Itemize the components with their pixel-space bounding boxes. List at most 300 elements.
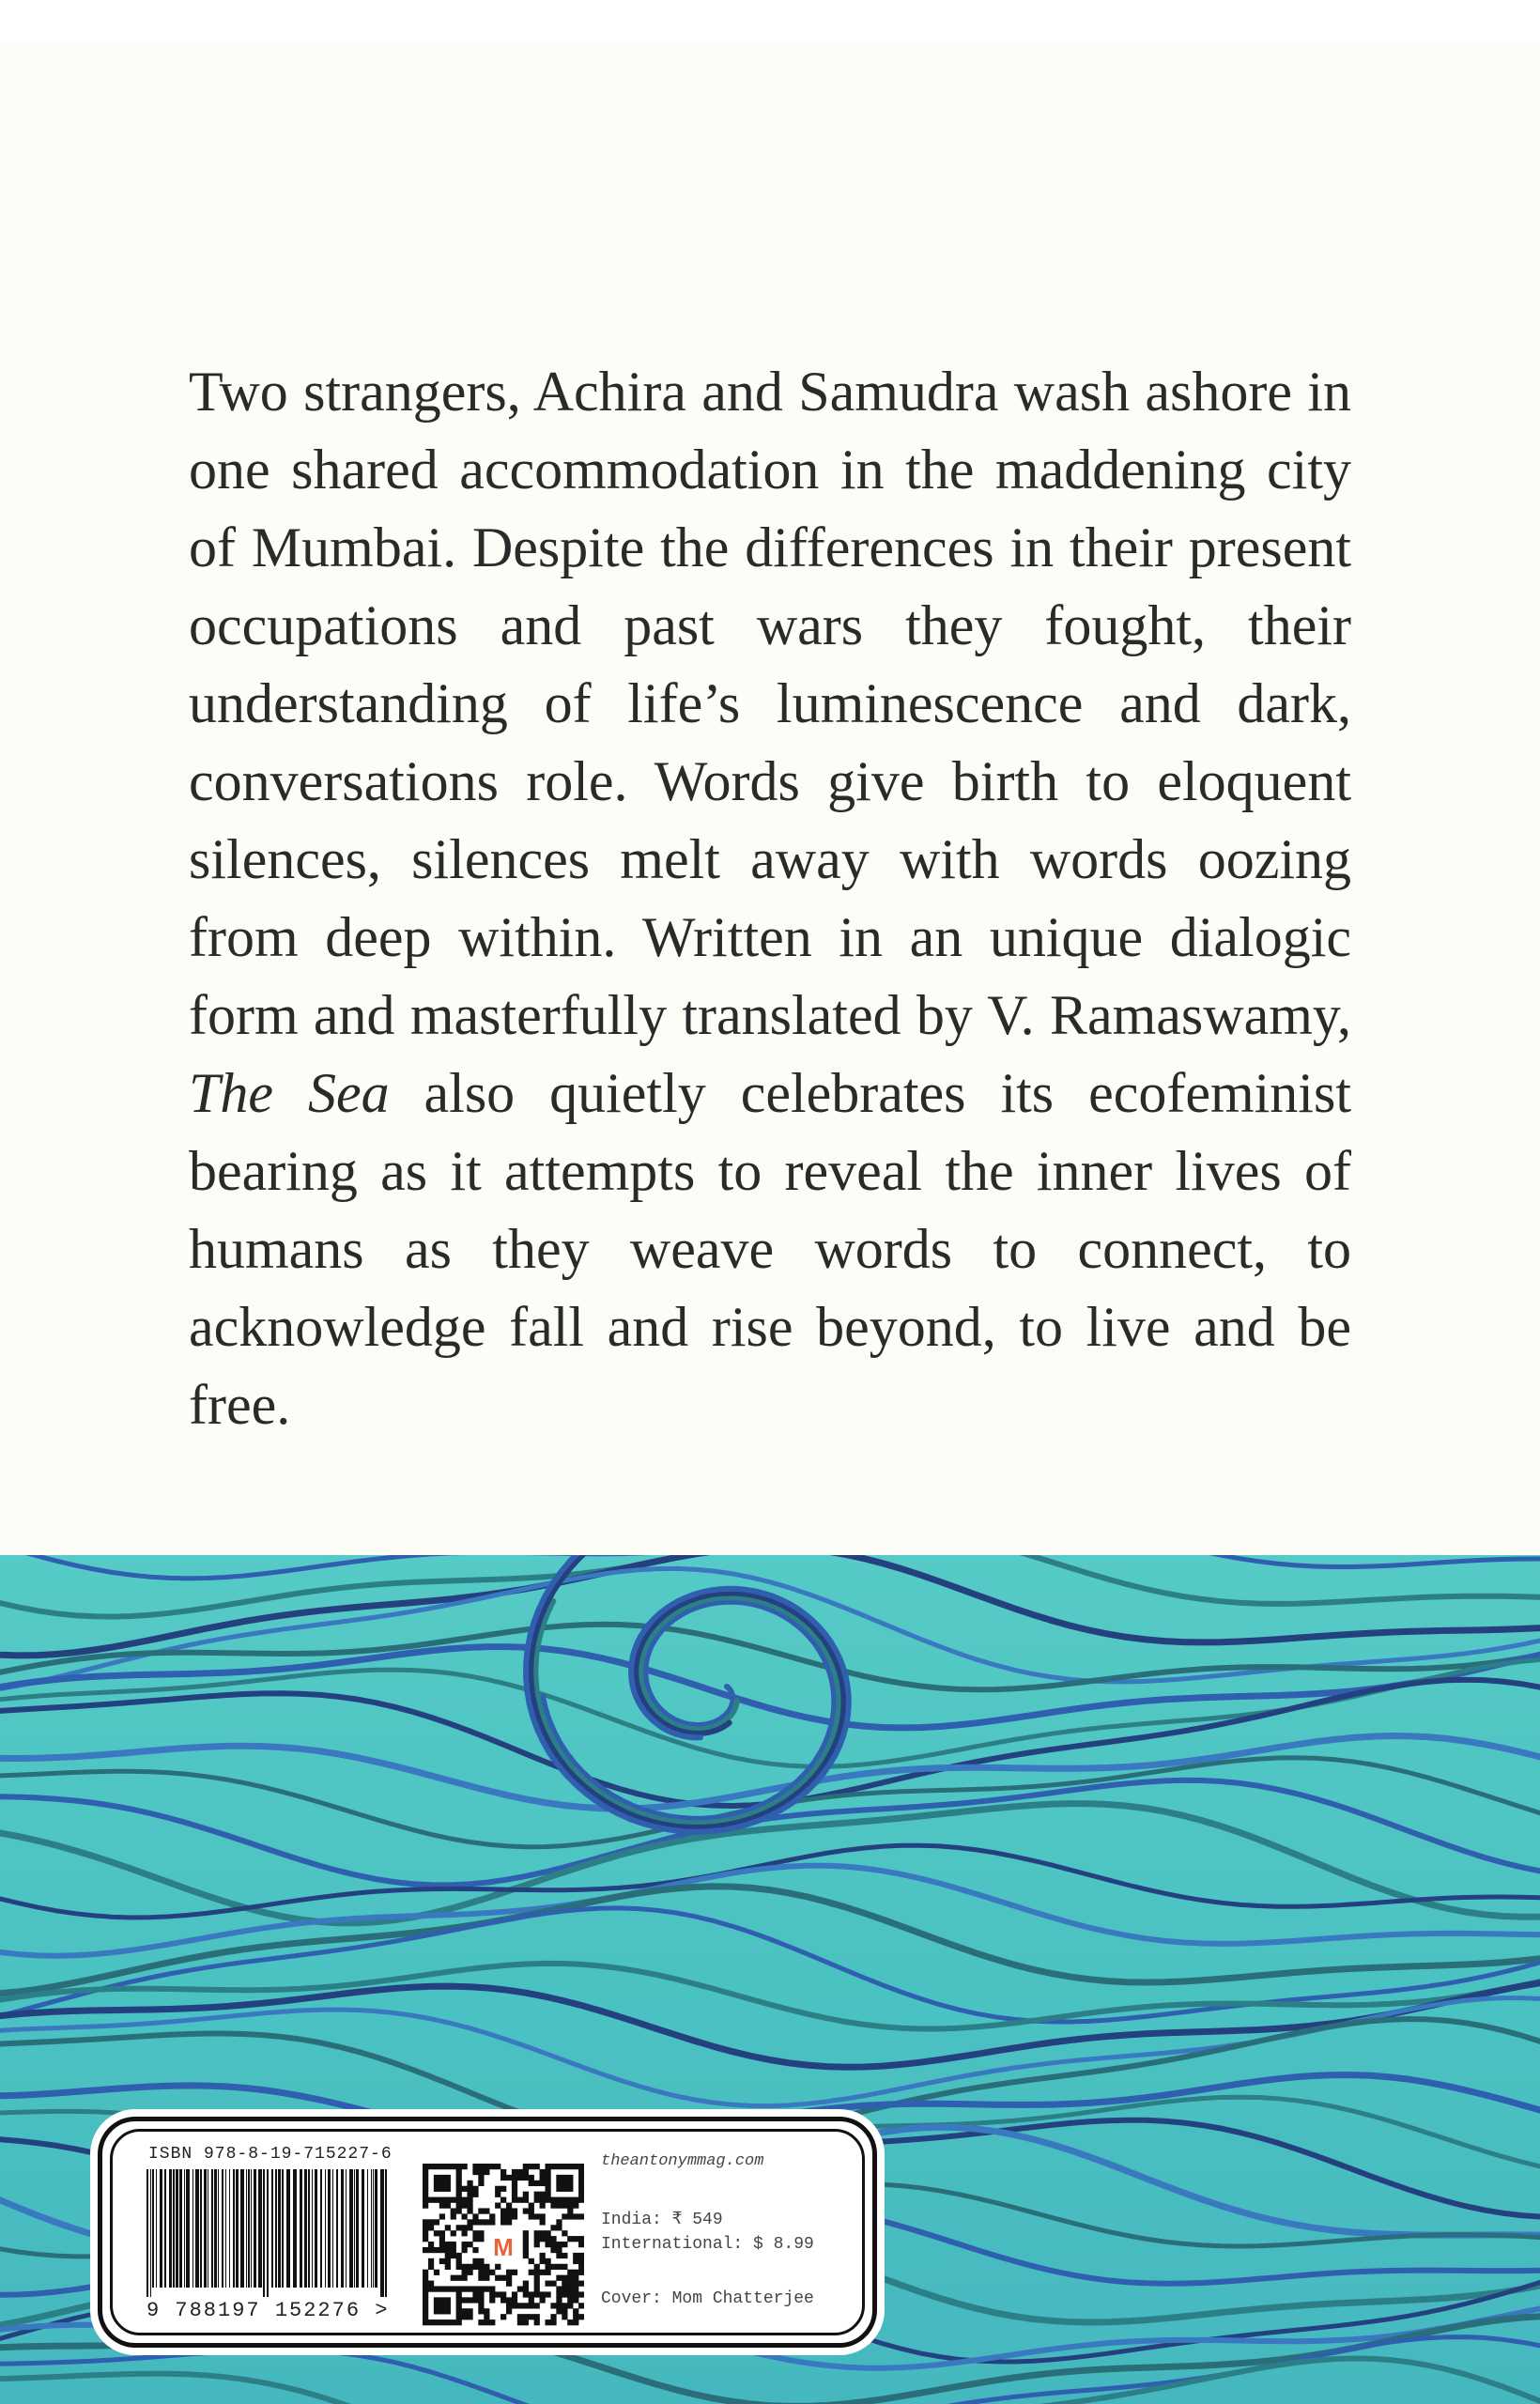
qr-module	[423, 2291, 428, 2297]
qr-module	[567, 2213, 573, 2219]
qr-module	[500, 2169, 506, 2175]
qr-module	[434, 2308, 439, 2314]
qr-module	[556, 2247, 562, 2253]
qr-module	[506, 2281, 512, 2287]
qr-module	[451, 2319, 456, 2325]
qr-module	[478, 2175, 484, 2181]
qr-module	[439, 2236, 445, 2242]
qr-module	[562, 2175, 567, 2181]
barcode-bar	[236, 2169, 239, 2288]
barcode-bar	[176, 2169, 178, 2288]
qr-module	[462, 2197, 468, 2203]
qr-module	[550, 2303, 556, 2308]
qr-module	[467, 2286, 472, 2291]
qr-module	[550, 2225, 556, 2230]
qr-module	[467, 2208, 472, 2213]
qr-module	[439, 2286, 445, 2291]
qr-module	[484, 2219, 489, 2225]
qr-module	[556, 2175, 562, 2181]
qr-module	[556, 2303, 562, 2308]
qr-module	[472, 2230, 478, 2236]
barcode-bar	[328, 2169, 331, 2288]
qr-module	[484, 2314, 489, 2319]
barcode-bar	[184, 2169, 185, 2288]
barcode-bar	[312, 2169, 313, 2288]
qr-module	[456, 2186, 462, 2192]
qr-module	[445, 2258, 451, 2264]
qr-module	[456, 2291, 462, 2297]
qr-module	[578, 2197, 584, 2203]
qr-module	[578, 2164, 584, 2169]
qr-module	[523, 2242, 529, 2247]
qr-module	[445, 2247, 451, 2253]
qr-module	[462, 2286, 468, 2291]
qr-module	[556, 2253, 562, 2258]
qr-module	[439, 2242, 445, 2247]
barcode-bar	[246, 2169, 247, 2288]
qr-module	[423, 2164, 428, 2169]
qr-module	[556, 2164, 562, 2169]
barcode-bar	[320, 2169, 322, 2288]
qr-module	[529, 2181, 534, 2186]
qr-module	[550, 2197, 556, 2203]
barcode-bar	[315, 2169, 317, 2288]
qr-module	[439, 2303, 445, 2308]
qr-module	[540, 2230, 546, 2236]
qr-module	[578, 2270, 584, 2275]
qr-module	[534, 2264, 540, 2270]
qr-module	[423, 2314, 428, 2319]
qr-module	[445, 2253, 451, 2258]
qr-module	[550, 2247, 556, 2253]
qr-module	[512, 2213, 517, 2219]
qr-module	[550, 2236, 556, 2242]
qr-module	[472, 2192, 478, 2197]
qr-module	[439, 2164, 445, 2169]
qr-module	[540, 2213, 546, 2219]
barcode-bar	[362, 2169, 364, 2288]
qr-module	[540, 2175, 546, 2181]
qr-module	[478, 2208, 484, 2213]
qr-module	[550, 2314, 556, 2319]
qr-module	[556, 2203, 562, 2209]
qr-module	[540, 2219, 546, 2225]
qr-module	[495, 2275, 500, 2281]
qr-module	[578, 2213, 584, 2219]
qr-module	[423, 2230, 428, 2236]
qr-module	[523, 2247, 529, 2253]
qr-module	[506, 2175, 512, 2181]
qr-module	[472, 2219, 478, 2225]
qr-module	[517, 2169, 523, 2175]
barcode-bar	[192, 2169, 193, 2288]
qr-module	[573, 2281, 578, 2287]
barcode-bar	[341, 2169, 344, 2288]
qr-module	[545, 2264, 550, 2270]
qr-module	[451, 2208, 456, 2213]
qr-module	[462, 2314, 468, 2319]
qr-module	[462, 2230, 468, 2236]
qr-module	[556, 2181, 562, 2186]
qr-module	[540, 2197, 546, 2203]
qr-module	[462, 2264, 468, 2270]
qr-module	[478, 2303, 484, 2308]
barcode-bar	[282, 2169, 284, 2288]
qr-module	[500, 2291, 506, 2297]
barcode-bar	[173, 2169, 175, 2288]
qr-module	[512, 2186, 517, 2192]
qr-module	[556, 2242, 562, 2247]
qr-module	[529, 2164, 534, 2169]
qr-module	[567, 2303, 573, 2308]
qr-module	[456, 2208, 462, 2213]
barcode-bar	[300, 2169, 302, 2288]
qr-module	[567, 2236, 573, 2242]
qr-module	[495, 2192, 500, 2197]
qr-module	[573, 2197, 578, 2203]
qr-module	[462, 2203, 468, 2209]
qr-module	[512, 2291, 517, 2297]
barcode-bar	[371, 2169, 372, 2288]
qr-module	[573, 2319, 578, 2325]
qr-module	[540, 2297, 546, 2303]
qr-module	[434, 2247, 439, 2253]
qr-module	[434, 2219, 439, 2225]
qr-module	[478, 2258, 484, 2264]
qr-module	[573, 2213, 578, 2219]
qr-module	[500, 2186, 506, 2192]
barcode-bar	[251, 2169, 252, 2288]
qr-module	[484, 2308, 489, 2314]
qr-module	[451, 2164, 456, 2169]
qr-module	[523, 2192, 529, 2197]
qr-module	[451, 2275, 456, 2281]
barcode-bar	[271, 2169, 273, 2288]
qr-module	[545, 2319, 550, 2325]
qr-module	[534, 2236, 540, 2242]
qr-module	[506, 2303, 512, 2308]
qr-module	[529, 2314, 534, 2319]
qr-module	[523, 2208, 529, 2213]
qr-module	[495, 2164, 500, 2169]
qr-module	[500, 2175, 506, 2181]
qr-module	[573, 2286, 578, 2291]
qr-module	[529, 2213, 534, 2219]
barcode-bar	[200, 2169, 202, 2288]
qr-module	[578, 2264, 584, 2270]
qr-module	[573, 2308, 578, 2314]
qr-module	[545, 2230, 550, 2236]
qr-module	[445, 2225, 451, 2230]
barcode-bar	[240, 2169, 244, 2288]
qr-module	[523, 2236, 529, 2242]
qr-module	[439, 2213, 445, 2219]
qr-module	[529, 2303, 534, 2308]
qr-module	[445, 2264, 451, 2270]
qr-module	[562, 2230, 567, 2236]
qr-module	[462, 2270, 468, 2275]
qr-logo: M	[493, 2233, 514, 2261]
isbn-text: ISBN 978-8-19-715227-6	[148, 2145, 393, 2164]
barcode-bar	[336, 2169, 338, 2288]
qr-module	[456, 2275, 462, 2281]
barcode-bar	[304, 2169, 307, 2288]
qr-module	[562, 2181, 567, 2186]
qr-module	[423, 2225, 428, 2230]
qr-module	[423, 2247, 428, 2253]
barcode-bar	[373, 2169, 374, 2288]
qr-module	[456, 2297, 462, 2303]
qr-module	[428, 2225, 434, 2230]
qr-module	[445, 2242, 451, 2247]
qr-module	[484, 2169, 489, 2175]
qr-module	[545, 2236, 550, 2242]
barcode-bar	[263, 2169, 265, 2297]
barcode-bar	[367, 2169, 368, 2288]
qr-module	[478, 2319, 484, 2325]
qr-module	[534, 2181, 540, 2186]
qr-module	[445, 2286, 451, 2291]
qr-module	[573, 2258, 578, 2264]
qr-module	[556, 2225, 562, 2230]
qr-module	[567, 2164, 573, 2169]
qr-module	[439, 2186, 445, 2192]
qr-module	[445, 2164, 451, 2169]
qr-module	[423, 2203, 428, 2209]
qr-module	[428, 2258, 434, 2264]
barcode-bar	[332, 2169, 333, 2288]
barcode-bar	[356, 2169, 359, 2288]
qr-module	[567, 2297, 573, 2303]
qr-module	[467, 2186, 472, 2192]
qr-module	[534, 2230, 540, 2236]
qr-module	[562, 2253, 567, 2258]
qr-module	[456, 2169, 462, 2175]
qr-module	[567, 2281, 573, 2287]
qr-module	[451, 2197, 456, 2203]
qr-module	[517, 2314, 523, 2319]
qr-module	[550, 2164, 556, 2169]
qr-module	[550, 2242, 556, 2247]
qr-module	[423, 2286, 428, 2291]
qr-module	[445, 2181, 451, 2186]
barcode-image	[146, 2169, 389, 2297]
qr-module	[517, 2319, 523, 2325]
qr-module	[578, 2236, 584, 2242]
qr-module	[562, 2281, 567, 2287]
qr-module	[567, 2181, 573, 2186]
barcode-bar	[229, 2169, 230, 2288]
qr-module	[489, 2164, 495, 2169]
qr-code	[423, 2152, 584, 2336]
qr-module	[489, 2291, 495, 2297]
qr-module	[423, 2219, 428, 2225]
qr-module	[578, 2181, 584, 2186]
qr-module	[534, 2164, 540, 2169]
qr-module	[573, 2275, 578, 2281]
qr-module	[467, 2181, 472, 2186]
barcode-bar	[225, 2169, 226, 2288]
qr-module	[495, 2203, 500, 2209]
qr-module	[434, 2319, 439, 2325]
qr-module	[550, 2319, 556, 2325]
barcode-bar	[204, 2169, 207, 2288]
qr-module	[478, 2236, 484, 2242]
qr-module	[428, 2286, 434, 2291]
qr-module	[578, 2186, 584, 2192]
qr-module	[423, 2181, 428, 2186]
qr-module	[545, 2258, 550, 2264]
barcode-bar	[385, 2169, 387, 2297]
qr-module	[529, 2203, 534, 2209]
qr-module	[456, 2264, 462, 2270]
qr-module	[467, 2314, 472, 2319]
qr-module	[472, 2291, 478, 2297]
qr-module	[578, 2175, 584, 2181]
barcode-bar	[375, 2169, 377, 2288]
qr-module	[467, 2219, 472, 2225]
qr-module	[495, 2186, 500, 2192]
barcode-number: 9 788197 152276 >	[146, 2299, 390, 2322]
qr-module	[439, 2181, 445, 2186]
qr-module	[512, 2169, 517, 2175]
qr-module	[540, 2258, 546, 2264]
qr-module	[428, 2197, 434, 2203]
barcode-bar	[233, 2169, 235, 2288]
qr-module	[506, 2275, 512, 2281]
qr-module	[445, 2197, 451, 2203]
qr-module	[556, 2219, 562, 2225]
qr-module	[534, 2281, 540, 2287]
qr-module	[578, 2258, 584, 2264]
qr-module	[428, 2319, 434, 2325]
qr-module	[478, 2230, 484, 2236]
qr-module	[556, 2286, 562, 2291]
qr-module	[573, 2236, 578, 2242]
qr-module	[434, 2175, 439, 2181]
qr-module	[445, 2175, 451, 2181]
qr-module	[467, 2225, 472, 2230]
qr-module	[540, 2253, 546, 2258]
qr-module	[567, 2208, 573, 2213]
barcode-bar	[160, 2169, 162, 2288]
qr-module	[500, 2197, 506, 2203]
qr-module	[540, 2270, 546, 2275]
qr-module	[451, 2247, 456, 2253]
qr-module	[451, 2286, 456, 2291]
qr-module	[562, 2197, 567, 2203]
qr-module	[556, 2308, 562, 2314]
qr-module	[578, 2314, 584, 2319]
qr-module	[550, 2264, 556, 2270]
qr-module	[517, 2303, 523, 2308]
qr-module	[434, 2303, 439, 2308]
qr-module	[506, 2208, 512, 2213]
qr-module	[540, 2291, 546, 2297]
barcode-bar	[325, 2169, 326, 2288]
qr-module	[434, 2186, 439, 2192]
qr-module	[456, 2258, 462, 2264]
qr-module	[472, 2258, 478, 2264]
qr-module	[562, 2291, 567, 2297]
barcode-bar	[152, 2169, 154, 2288]
qr-module	[545, 2281, 550, 2287]
qr-module	[567, 2186, 573, 2192]
qr-module	[462, 2308, 468, 2314]
qr-module	[517, 2175, 523, 2181]
qr-module	[529, 2258, 534, 2264]
barcode-bar	[248, 2169, 250, 2288]
qr-module	[451, 2253, 456, 2258]
qr-module	[439, 2175, 445, 2181]
qr-module	[506, 2270, 512, 2275]
qr-module	[550, 2203, 556, 2209]
qr-module	[472, 2186, 478, 2192]
qr-module	[434, 2270, 439, 2275]
website-text: theantonymmag.com	[601, 2152, 764, 2170]
qr-module	[451, 2230, 456, 2236]
qr-module	[529, 2291, 534, 2297]
qr-module	[567, 2291, 573, 2297]
qr-module	[467, 2197, 472, 2203]
qr-module	[434, 2197, 439, 2203]
qr-module	[467, 2203, 472, 2209]
qr-module	[428, 2242, 434, 2247]
qr-module	[478, 2286, 484, 2291]
qr-module	[467, 2242, 472, 2247]
barcode-bar	[278, 2169, 281, 2288]
barcode-bar	[349, 2169, 353, 2288]
qr-module	[500, 2275, 506, 2281]
qr-module	[578, 2281, 584, 2287]
book-title-italic: The Sea	[189, 1062, 390, 1124]
qr-module	[456, 2175, 462, 2181]
qr-module	[545, 2270, 550, 2275]
qr-module	[423, 2192, 428, 2197]
qr-module	[562, 2303, 567, 2308]
qr-module	[467, 2297, 472, 2303]
qr-module	[512, 2270, 517, 2275]
qr-module	[489, 2213, 495, 2219]
qr-module	[439, 2203, 445, 2209]
qr-module	[567, 2275, 573, 2281]
qr-module	[451, 2242, 456, 2247]
qr-module	[445, 2319, 451, 2325]
qr-module	[489, 2319, 495, 2325]
qr-module	[445, 2303, 451, 2308]
qr-module	[523, 2291, 529, 2297]
barcode-bar	[186, 2169, 190, 2288]
qr-module	[456, 2192, 462, 2197]
qr-module	[472, 2286, 478, 2291]
qr-module	[439, 2197, 445, 2203]
qr-module	[489, 2286, 495, 2291]
qr-module	[517, 2286, 523, 2291]
qr-module	[434, 2297, 439, 2303]
qr-module	[472, 2213, 478, 2219]
qr-module	[529, 2270, 534, 2275]
qr-module	[573, 2297, 578, 2303]
qr-module	[462, 2164, 468, 2169]
barcode-bar	[156, 2169, 157, 2288]
qr-module	[428, 2219, 434, 2225]
qr-module	[462, 2213, 468, 2219]
price-international: International: $ 8.99	[601, 2235, 814, 2254]
qr-module	[489, 2270, 495, 2275]
qr-module	[500, 2213, 506, 2219]
qr-module	[523, 2197, 529, 2203]
qr-module	[523, 2164, 529, 2169]
